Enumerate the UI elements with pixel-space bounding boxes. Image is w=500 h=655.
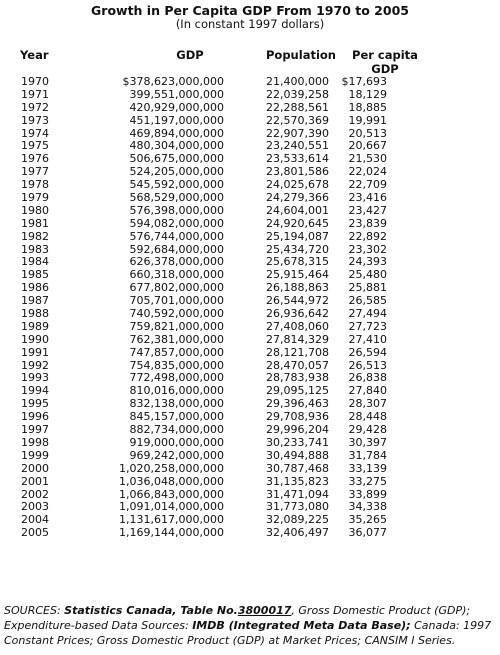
cell-per-capita: 26,585	[348, 294, 387, 308]
cell-per-capita: 26,838	[348, 371, 387, 385]
source-statcan: Statistics Canada, Table No.	[64, 604, 238, 617]
cell-year: 1981	[21, 216, 49, 230]
cell-year: 1998	[21, 435, 49, 449]
cell-population: 25,434,720	[266, 242, 329, 256]
cell-gdp: 1,020,258,000,000	[119, 461, 224, 475]
cell-gdp: 919,000,000,000	[129, 435, 224, 449]
cell-gdp: 1,036,048,000,000	[119, 474, 224, 488]
cell-population: 30,787,468	[266, 461, 329, 475]
table-row	[0, 347, 500, 360]
source-statcan-table: 3800017	[237, 604, 292, 617]
column-header-per-capita	[350, 48, 420, 76]
cell-gdp: 469,894,000,000	[129, 126, 224, 140]
cell-population: 29,095,125	[266, 384, 329, 398]
column-header-year: Year	[20, 48, 49, 62]
cell-per-capita: 25,881	[348, 281, 387, 295]
cell-per-capita: 23,839	[348, 216, 387, 230]
cell-per-capita: 21,530	[348, 152, 387, 166]
cell-population: 26,936,642	[266, 307, 329, 321]
table-row	[0, 89, 500, 102]
column-header-per-capita-line2: GDP	[371, 62, 399, 76]
cell-per-capita: 18,129	[348, 87, 387, 101]
table-row	[0, 218, 500, 231]
table-row	[0, 411, 500, 424]
cell-year: 1976	[21, 152, 49, 166]
cell-gdp: 759,821,000,000	[129, 319, 224, 333]
cell-year: 1977	[21, 165, 49, 179]
cell-gdp: 506,675,000,000	[129, 152, 224, 166]
cell-per-capita: 33,275	[348, 474, 387, 488]
table-row	[0, 385, 500, 398]
cell-year: 1989	[21, 319, 49, 333]
cell-per-capita: 34,338	[348, 500, 387, 514]
cell-year: 1997	[21, 423, 49, 437]
source-imdb: IMDB (Integrated Meta Data Base);	[192, 619, 411, 632]
table-row	[0, 501, 500, 514]
table-row	[0, 76, 500, 89]
cell-per-capita: 30,397	[348, 435, 387, 449]
cell-population: 21,400,000	[266, 75, 329, 88]
cell-gdp: 399,551,000,000	[129, 87, 224, 101]
cell-gdp: 420,929,000,000	[129, 100, 224, 114]
cell-year: 1995	[21, 397, 49, 411]
cell-gdp: 660,318,000,000	[129, 268, 224, 282]
cell-population: 29,396,463	[266, 397, 329, 411]
cell-per-capita: 25,480	[348, 268, 387, 282]
cell-per-capita: 19,991	[348, 113, 387, 127]
cell-population: 22,570,369	[266, 113, 329, 127]
cell-population: 28,470,057	[266, 358, 329, 372]
cell-population: 26,188,863	[266, 281, 329, 295]
cell-year: 1990	[21, 332, 49, 346]
cell-year: 1994	[21, 384, 49, 398]
cell-population: 28,783,938	[266, 371, 329, 385]
table-row	[0, 321, 500, 334]
table-row	[0, 153, 500, 166]
cell-year: 2002	[21, 487, 49, 501]
cell-population: 24,604,001	[266, 203, 329, 217]
table-row	[0, 140, 500, 153]
cell-year: 1983	[21, 242, 49, 256]
table-row	[0, 166, 500, 179]
cell-per-capita: 36,077	[348, 526, 387, 540]
page-subtitle: (In constant 1997 dollars)	[175, 17, 325, 31]
cell-year: 2005	[21, 526, 49, 540]
cell-population: 32,089,225	[266, 513, 329, 527]
cell-population: 22,039,258	[266, 87, 329, 101]
table-row	[0, 372, 500, 385]
table-row	[0, 269, 500, 282]
cell-population: 32,406,497	[266, 526, 329, 540]
cell-per-capita: 22,709	[348, 178, 387, 192]
sources-label: SOURCES:	[4, 604, 65, 617]
gdp-table-body	[0, 76, 500, 540]
cell-population: 22,907,390	[266, 126, 329, 140]
cell-population: 24,025,678	[266, 178, 329, 192]
table-row	[0, 115, 500, 128]
table-row	[0, 231, 500, 244]
table-row	[0, 527, 500, 540]
cell-year: 1992	[21, 358, 49, 372]
cell-per-capita: 35,265	[348, 513, 387, 527]
cell-population: 22,288,561	[266, 100, 329, 114]
table-row	[0, 205, 500, 218]
cell-population: 25,915,464	[266, 268, 329, 282]
cell-population: 30,233,741	[266, 435, 329, 449]
cell-population: 23,801,586	[266, 165, 329, 179]
cell-year: 2001	[21, 474, 49, 488]
cell-year: 1993	[21, 371, 49, 385]
cell-per-capita: 27,410	[348, 332, 387, 346]
cell-per-capita: 23,416	[348, 191, 387, 205]
cell-per-capita: 18,885	[348, 100, 387, 114]
cell-gdp: 882,734,000,000	[129, 423, 224, 437]
cell-gdp: 1,131,617,000,000	[119, 513, 224, 527]
cell-year: 1999	[21, 448, 49, 462]
cell-gdp: 576,398,000,000	[129, 203, 224, 217]
cell-gdp: 677,802,000,000	[129, 281, 224, 295]
cell-population: 26,544,972	[266, 294, 329, 308]
cell-gdp: 451,197,000,000	[129, 113, 224, 127]
cell-year: 1987	[21, 294, 49, 308]
cell-per-capita: 20,513	[348, 126, 387, 140]
cell-per-capita: 26,594	[348, 345, 387, 359]
cell-year: 1971	[21, 87, 49, 101]
table-row	[0, 476, 500, 489]
cell-gdp: 480,304,000,000	[129, 139, 224, 153]
column-header-gdp: GDP	[176, 48, 204, 62]
source-statcan-rest: , Gross Domestic Product (GDP); Expenditure-based Data Sources:	[4, 604, 471, 632]
cell-year: 1974	[21, 126, 49, 140]
cell-per-capita: 28,448	[348, 410, 387, 424]
cell-gdp: 832,138,000,000	[129, 397, 224, 411]
cell-gdp: 545,592,000,000	[129, 178, 224, 192]
cell-gdp: 969,242,000,000	[129, 448, 224, 462]
table-row	[0, 295, 500, 308]
cell-population: 24,279,366	[266, 191, 329, 205]
cell-per-capita: 23,302	[348, 242, 387, 256]
cell-year: 1986	[21, 281, 49, 295]
table-row	[0, 308, 500, 321]
cell-gdp: 568,529,000,000	[129, 191, 224, 205]
cell-population: 27,408,060	[266, 319, 329, 333]
cell-population: 31,773,080	[266, 500, 329, 514]
cell-population: 23,533,614	[266, 152, 329, 166]
cell-gdp: 705,701,000,000	[129, 294, 224, 308]
table-row	[0, 334, 500, 347]
cell-per-capita: 27,723	[348, 319, 387, 333]
table-row	[0, 437, 500, 450]
table-row	[0, 398, 500, 411]
cell-gdp: 592,684,000,000	[129, 242, 224, 256]
cell-per-capita: 33,139	[348, 461, 387, 475]
cell-year: 1985	[21, 268, 49, 282]
cell-year: 1980	[21, 203, 49, 217]
cell-year: 2000	[21, 461, 49, 475]
cell-population: 23,240,551	[266, 139, 329, 153]
cell-population: 31,471,094	[266, 487, 329, 501]
cell-gdp: 762,381,000,000	[129, 332, 224, 346]
sources-note	[4, 603, 498, 648]
cell-year: 1982	[21, 229, 49, 243]
column-header-population: Population	[266, 48, 336, 62]
table-row	[0, 192, 500, 205]
cell-year: 1988	[21, 307, 49, 321]
cell-per-capita: 31,784	[348, 448, 387, 462]
table-row	[0, 463, 500, 476]
table-row	[0, 282, 500, 295]
cell-year: 1978	[21, 178, 49, 192]
cell-per-capita: 23,427	[348, 203, 387, 217]
cell-per-capita: 26,513	[348, 358, 387, 372]
cell-year: 1973	[21, 113, 49, 127]
cell-gdp: 772,498,000,000	[129, 371, 224, 385]
cell-year: 1970	[21, 75, 49, 88]
cell-population: 27,814,329	[266, 332, 329, 346]
cell-year: 1984	[21, 255, 49, 269]
table-row	[0, 102, 500, 115]
table-row	[0, 514, 500, 527]
cell-gdp: 1,091,014,000,000	[119, 500, 224, 514]
cell-per-capita: 22,024	[348, 165, 387, 179]
column-header-per-capita-line1: Per capita	[352, 48, 418, 62]
cell-year: 1991	[21, 345, 49, 359]
cell-population: 31,135,823	[266, 474, 329, 488]
cell-year: 2003	[21, 500, 49, 514]
cell-per-capita: 28,307	[348, 397, 387, 411]
table-row	[0, 179, 500, 192]
cell-population: 24,920,645	[266, 216, 329, 230]
cell-gdp: 810,016,000,000	[129, 384, 224, 398]
page-title: Growth in Per Capita GDP From 1970 to 2005	[91, 3, 409, 18]
cell-year: 1975	[21, 139, 49, 153]
source-imdb-rest: Canada: 1997 Constant Prices; Gross Domestic Product (GDP) at Market Prices; CANSIM I Series.	[4, 619, 492, 647]
table-row	[0, 360, 500, 373]
cell-per-capita: 20,667	[348, 139, 387, 153]
table-row	[0, 128, 500, 141]
cell-population: 25,194,087	[266, 229, 329, 243]
table-row	[0, 244, 500, 257]
cell-gdp: 524,205,000,000	[129, 165, 224, 179]
cell-population: 30,494,888	[266, 448, 329, 462]
cell-per-capita: 33,899	[348, 487, 387, 501]
cell-year: 2004	[21, 513, 49, 527]
cell-year: 1996	[21, 410, 49, 424]
cell-per-capita: 22,892	[348, 229, 387, 243]
cell-year: 1972	[21, 100, 49, 114]
table-row	[0, 256, 500, 269]
cell-per-capita: 24,393	[348, 255, 387, 269]
table-row	[0, 489, 500, 502]
cell-gdp: 1,169,144,000,000	[119, 526, 224, 540]
cell-gdp: 754,835,000,000	[129, 358, 224, 372]
cell-gdp: 1,066,843,000,000	[119, 487, 224, 501]
cell-gdp: 845,157,000,000	[129, 410, 224, 424]
cell-year: 1979	[21, 191, 49, 205]
cell-gdp: 594,082,000,000	[129, 216, 224, 230]
table-row	[0, 450, 500, 463]
cell-gdp: 576,744,000,000	[129, 229, 224, 243]
cell-population: 25,678,315	[266, 255, 329, 269]
cell-population: 28,121,708	[266, 345, 329, 359]
cell-per-capita: 27,840	[348, 384, 387, 398]
cell-population: 29,708,936	[266, 410, 329, 424]
cell-population: 29,996,204	[266, 423, 329, 437]
cell-per-capita: $17,693	[341, 75, 387, 88]
cell-per-capita: 29,428	[348, 423, 387, 437]
cell-per-capita: 27,494	[348, 307, 387, 321]
cell-gdp: 626,378,000,000	[129, 255, 224, 269]
table-row	[0, 424, 500, 437]
cell-gdp: $378,623,000,000	[122, 75, 224, 88]
cell-gdp: 740,592,000,000	[129, 307, 224, 321]
cell-gdp: 747,857,000,000	[129, 345, 224, 359]
